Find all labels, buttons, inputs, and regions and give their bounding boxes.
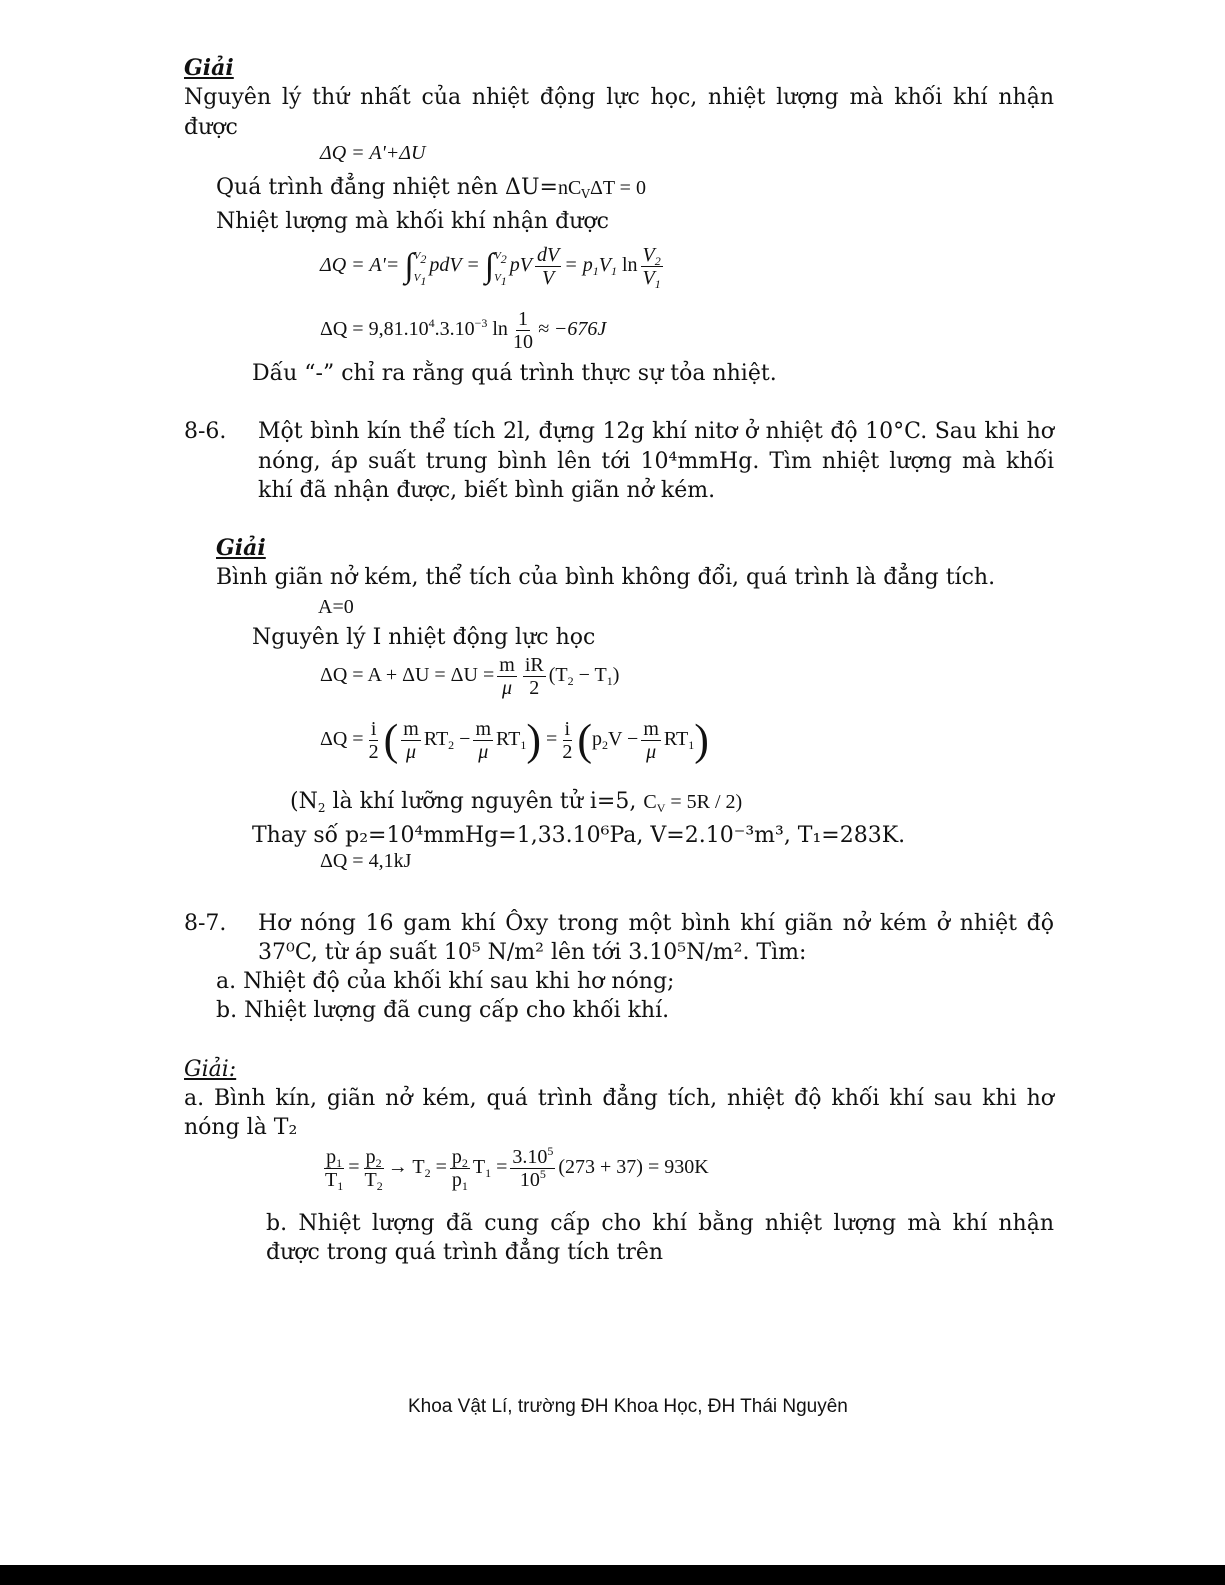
equation-internal-energy: ΔQ = A + ΔU = ΔU = $\frac{m}{\mu}$ $\frac{iR}{2}$ $(T_2 - T_1)$ (320, 654, 620, 699)
heat-received-text: Nhiệt lượng mà khối khí nhận được (216, 209, 609, 234)
problem87-item-b: b. Nhiệt lượng đã cung cấp cho khối khí. (216, 998, 670, 1023)
work-zero: A=0 (318, 596, 354, 618)
sol1-intro-line2: được (184, 115, 238, 140)
sol3-b-line1: b. Nhiệt lượng đã cung cấp cho khí bằng nhiệt lượng mà khí nhận (266, 1211, 1054, 1236)
solution-heading-1: Giải (184, 55, 234, 81)
solution-heading-3: Giải: (184, 1057, 237, 1082)
eq3-approx: ≈ −676J (537, 318, 607, 341)
isothermal-sub: V (581, 187, 590, 201)
eq-tail: (273 + 37) = 930K (558, 1156, 709, 1179)
page-footer: Khoa Vật Lí, trường ĐH Khoa Học, ĐH Thái Nguyên (408, 1396, 848, 1417)
isothermal-tail: ΔT = 0 (589, 177, 646, 199)
problem87-line1: Hơ nóng 16 gam khí Ôxy trong một bình khí giãn nở kém ở nhiệt độ (258, 911, 1054, 936)
diatomic-note: ($N_2$ là khí lưỡng nguyên tử i=5, $C_V = 5R / 2$) (290, 789, 743, 815)
substitution-line: Thay số p₂=10⁴mmHg=1,33.10⁶Pa, V=2.10⁻³m³, T₁=283K. (252, 823, 906, 848)
solution-heading-2: Giải (216, 535, 266, 561)
sol2-line1: Bình giãn nở kém, thể tích của bình không đổi, quá trình là đẳng tích. (216, 565, 996, 590)
equation-first-law: ΔQ = A'+ΔU (320, 142, 426, 164)
problem86-line1: Một bình kín thể tích 2l, đựng 12g khí nitơ ở nhiệt độ 10°C. Sau khi hơ (258, 419, 1054, 444)
isothermal-eq: nC (557, 177, 582, 199)
eq3-result: ΔQ = 9,81.10 (320, 318, 429, 341)
isothermal-text: Quá trình đẳng nhiệt nên ΔU= (216, 175, 558, 200)
sign-note: Dấu “-” chỉ ra rằng quá trình thực sự tỏa nhiệt. (252, 361, 777, 386)
equation-heat-expanded: ΔQ = $\frac{i}{2}$ ( $\frac{m}{\mu}$ $RT_2$ − $\frac{m}{\mu}$ $RT_1$) = $\frac{i}{2}$ ($p_2V$ − $\frac{m}{\mu}$ $RT_1$) (320, 715, 709, 765)
equation-heat-numeric: $\Delta Q = 9,81.10^4.3.10^{-3}$ ln $\frac{1}{10}$ ≈ −676J (320, 308, 607, 353)
sol3-b-line2: được trong quá trình đẳng tích trên (266, 1240, 664, 1265)
problem87-item-a: a. Nhiệt độ của khối khí sau khi hơ nóng; (216, 969, 675, 994)
sol3-line2: nóng là T₂ (184, 1115, 298, 1140)
equation-work-integral: ΔQ = A'= ∫ $V_2$ $V_1$ pdV = ∫ $V_2$ $V_1$ pV $\frac{dV}{V}$ = $p_1V_1$ ln $\frac{V_2}{V_1}$ (320, 244, 661, 291)
sol3-line1: a. Bình kín, giãn nở kém, quá trình đẳng tích, nhiệt độ khối khí sau khi hơ (184, 1086, 1054, 1111)
diatomic-note-text: là khí lưỡng nguyên tử i=5, (332, 789, 637, 814)
equation-isochoric-temperature: $\frac{p_1}{T_1}$ = $\frac{p_2}{T_2}$ → $T_2$ = $\frac{p_2}{p_1}$ $T_1$ = $\frac{3.10^5}{10^5}$ (273 + 37) = 930K (325, 1144, 709, 1193)
problem87-line2: 37⁰C, từ áp suất 10⁵ N/m² lên tới 3.10⁵N/m². Tìm: (258, 940, 807, 965)
problem86-line2: nóng, áp suất trung bình lên tới 10⁴mmHg. Tìm nhiệt lượng mà khối (258, 449, 1054, 474)
first-law-text: Nguyên lý I nhiệt động lực học (252, 625, 596, 650)
isothermal-statement (216, 174, 646, 202)
bottom-border (0, 1565, 1225, 1585)
sol1-intro-line1: Nguyên lý thứ nhất của nhiệt động lực học, nhiệt lượng mà khối khí nhận (184, 85, 1054, 110)
heat-result: ΔQ = 4,1kJ (320, 850, 412, 872)
problem-number-8-7: 8-7. (184, 911, 227, 936)
problem-number-8-6: 8-6. (184, 419, 227, 444)
problem86-line3: khí đã nhận được, biết bình giãn nở kém. (258, 478, 716, 503)
